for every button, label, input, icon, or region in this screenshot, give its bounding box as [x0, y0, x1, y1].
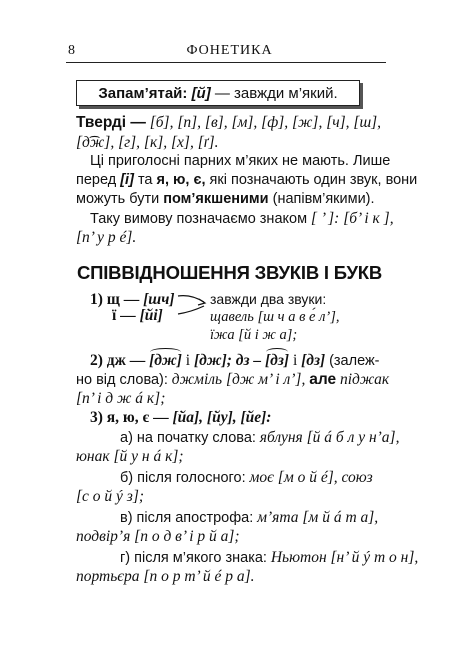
note-box — [76, 80, 360, 106]
p1-l2-d: я, ю, є, — [156, 172, 206, 188]
p1-line-2 — [76, 171, 417, 190]
r1-c3: їжа [й і ж а]; — [210, 327, 298, 343]
r3-c-line-1 — [120, 508, 378, 528]
r2-h: (залеж- — [329, 353, 380, 369]
hard-list-1: [б], [п], [в], [м], [ф], [ж], [ч], [ш], — [149, 114, 382, 131]
p2-line-1 — [90, 209, 394, 229]
p2-line-2: [п’ у р é]. — [76, 229, 137, 246]
p1-l3-a: можуть бути — [76, 191, 160, 207]
r3-a1b: яблуня [й á б л у н’а], — [259, 429, 400, 446]
r3-c1a: в) після апострофа: — [120, 510, 254, 526]
hard-lead: Тверді — — [76, 114, 146, 131]
note-lead: Запам’ятай: — [98, 84, 188, 102]
note-symbol: [й] — [191, 84, 211, 102]
p1-l2-b: [і] — [120, 172, 134, 188]
p2-l1-b: [ ’ ]: [б’ і к ], — [310, 210, 394, 227]
r1-a-sound: [шч] — [143, 291, 175, 308]
hard-line-1 — [76, 113, 381, 132]
r2-a: 2) дж — — [90, 352, 146, 369]
p1-l3-c: (напівм’якими). — [272, 191, 375, 207]
p1-line-1: Ці приголосні парних м’яких не мають. Лише — [90, 153, 391, 169]
r3-b1b: моє — [249, 469, 274, 486]
r3-b1c: [м о й é], — [277, 469, 338, 486]
r3-b-line-1 — [120, 468, 373, 488]
r1-b-sound: [йі] — [139, 307, 163, 324]
r1-c1: завжди два звуки: — [210, 291, 327, 307]
r2-line-1 — [90, 351, 380, 371]
note-rest: — завжди м’який. — [214, 84, 338, 102]
header-rule — [66, 62, 386, 63]
r3-c1b: м’ята [м й á т а], — [257, 509, 379, 526]
r3-a1a: а) на початку слова: — [120, 430, 256, 446]
r2-b: [дж] — [149, 352, 182, 369]
r1-a: щ — — [106, 291, 140, 308]
r2-f: і — [292, 352, 298, 369]
r2-line-2 — [76, 370, 389, 390]
r2-l2-d: піджак — [339, 371, 390, 388]
r3-a-line-1 — [120, 428, 399, 448]
p1-l2-e: які позначають один звук, вони — [209, 172, 418, 188]
page-number: 8 — [68, 43, 75, 58]
r3-d-line-1 — [120, 548, 418, 568]
p1-l2-a: перед — [76, 172, 117, 188]
r2-g: [дз] — [301, 352, 326, 369]
p1-line-3 — [76, 190, 375, 209]
r2-l2-b: джміль [дж м’ і л’], — [171, 371, 306, 388]
r3-b1d: союз — [341, 469, 373, 486]
r3-b1a: б) після голосного: — [120, 470, 246, 486]
running-header: ФОНЕТИКА — [186, 43, 273, 58]
p1-l3-b: пом’якшеними — [163, 191, 269, 207]
r1-b: ї — — [112, 307, 136, 324]
r3-b-line-2: [с о й ý з]; — [76, 488, 145, 505]
r1-num: 1) — [90, 291, 103, 308]
r3-a-line-2: юнак [й у н á к]; — [76, 448, 184, 465]
r1-line-2 — [112, 306, 163, 325]
r3-title-a: 3) я, ю, є — — [90, 409, 169, 426]
r2-l2-a: но від слова): — [76, 372, 168, 388]
r2-l2-c: але — [309, 371, 337, 388]
p2-l1-a: Таку вимову позначаємо знаком — [90, 211, 308, 227]
r3-d1b: Ньютон [н’ й ý т о н], — [270, 549, 419, 566]
r3-c-line-2: подвір’я [п о д в’ і р й а]; — [76, 528, 240, 545]
r2-c: і — [185, 352, 191, 369]
r3-title-b: [йа], [йу], [йе]: — [172, 409, 272, 426]
r2-e: [дз] — [265, 352, 290, 369]
r2-line-3: [п’ і д ж á к]; — [76, 390, 166, 407]
p1-l2-c: та — [137, 172, 153, 188]
section-title: СПІВВІДНОШЕННЯ ЗВУКІВ І БУКВ — [76, 262, 383, 283]
r3-title — [90, 408, 271, 427]
hard-line-2: [д͡ж], [г], [к], [х], [ґ]. — [76, 134, 219, 151]
r2-d: [дж]; дз – — [193, 352, 262, 369]
r3-d1a: г) після м’якого знака: — [120, 550, 267, 566]
bracket-arrows-icon — [176, 290, 208, 324]
r3-d-line-2: портьєра [п о р т’ й é р а]. — [76, 568, 255, 585]
r1-c2: щавель [ш ч а в е́ л’], — [210, 309, 340, 325]
